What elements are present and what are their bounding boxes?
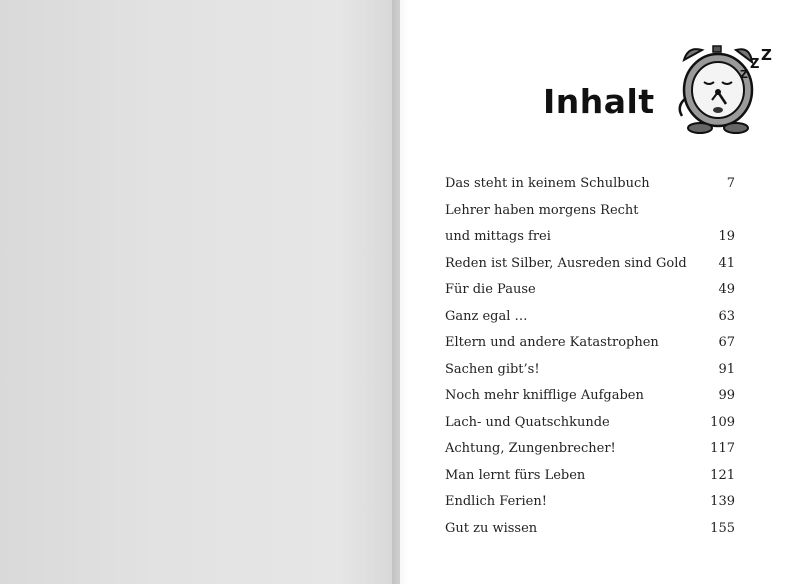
toc-entry-page-number: 63 bbox=[718, 308, 735, 324]
toc-entry-title: Lehrer haben morgens Recht bbox=[445, 202, 639, 218]
toc-entry bbox=[445, 251, 735, 277]
toc-entry-title: Ganz egal … bbox=[445, 308, 528, 324]
toc-entry bbox=[445, 277, 735, 303]
toc-entry-page-number: 109 bbox=[710, 414, 735, 430]
toc-entry bbox=[445, 357, 735, 383]
toc-entry bbox=[445, 516, 735, 542]
toc-entry-page-number: 7 bbox=[726, 176, 735, 191]
page-title: Inhalt bbox=[543, 82, 655, 121]
toc-entry-page-number: 49 bbox=[718, 282, 735, 297]
toc-entry bbox=[445, 410, 735, 436]
toc-entry bbox=[445, 383, 735, 409]
toc-entry-title: Reden ist Silber, Ausreden sind Gold bbox=[445, 255, 687, 271]
toc-entry-page-number: 67 bbox=[718, 335, 735, 350]
toc-entry-page-number: 121 bbox=[710, 467, 735, 483]
toc-entry-page-number: 139 bbox=[710, 494, 735, 509]
toc-entry-title: Eltern und andere Katastrophen bbox=[445, 335, 659, 350]
toc-entry-title: Für die Pause bbox=[445, 282, 536, 297]
svg-text:Z: Z bbox=[740, 68, 748, 81]
toc-entry bbox=[445, 224, 735, 250]
toc-entry-title: Sachen gibt’s! bbox=[445, 361, 540, 377]
toc-entry-title: Lach- und Quatschkunde bbox=[445, 414, 610, 430]
toc-entry-page-number: 99 bbox=[718, 388, 735, 403]
toc-entry bbox=[445, 171, 735, 197]
svg-text:Z: Z bbox=[761, 46, 772, 64]
toc-entry-title: Achtung, Zungenbrecher! bbox=[445, 441, 616, 456]
toc-entry-page-number: 117 bbox=[710, 441, 735, 456]
toc-entry bbox=[445, 489, 735, 515]
toc-entry-title: Man lernt fürs Leben bbox=[445, 467, 586, 483]
toc-entry-page-number: 91 bbox=[718, 361, 735, 377]
toc-entry bbox=[445, 304, 735, 330]
toc-entry-title: und mittags frei bbox=[445, 229, 551, 244]
book-gutter bbox=[392, 0, 408, 584]
toc-entry-title: Das steht in keinem Schulbuch bbox=[445, 176, 650, 191]
toc-entry-page-number: 155 bbox=[710, 520, 735, 536]
toc-entry bbox=[445, 436, 735, 462]
toc-entry-page-number: 41 bbox=[718, 255, 735, 271]
svg-text:Z: Z bbox=[750, 57, 760, 72]
sleeping-alarm-clock-icon bbox=[666, 38, 776, 138]
toc-entry-page-number: 19 bbox=[718, 229, 735, 244]
toc-entry bbox=[445, 330, 735, 356]
toc-entry bbox=[445, 198, 735, 224]
toc-entry bbox=[445, 463, 735, 489]
toc-entry-title: Noch mehr knifflige Aufgaben bbox=[445, 388, 644, 403]
toc-entry-title: Gut zu wissen bbox=[445, 520, 538, 536]
toc-entry-title: Endlich Ferien! bbox=[445, 494, 547, 509]
